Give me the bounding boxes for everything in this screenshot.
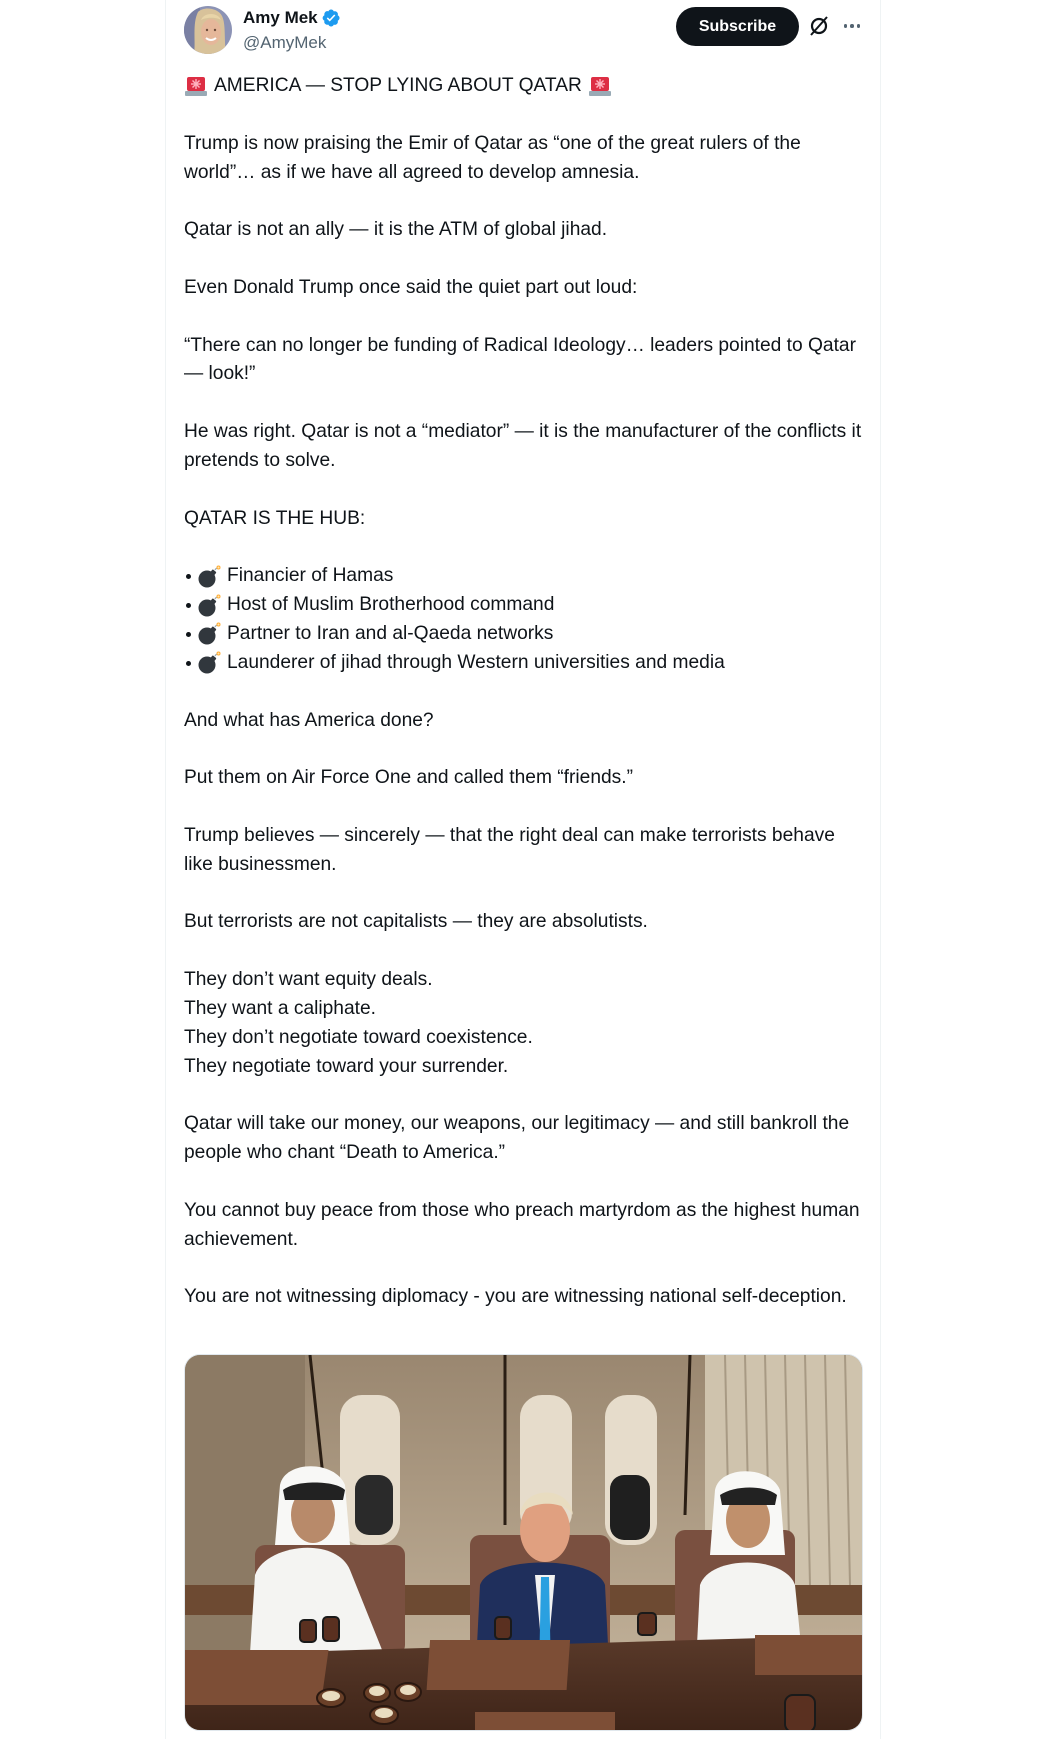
post-text-line: But terrorists are not capitalists — they are absolutists. — [184, 911, 648, 933]
bomb-icon — [197, 622, 221, 646]
hub-list-item-text: Host of Muslim Brotherhood command — [227, 594, 555, 616]
avatar-image — [184, 6, 232, 54]
police-light-icon — [184, 74, 208, 98]
bomb-icon — [197, 594, 221, 618]
post-text-line: They negotiate toward your surrender. — [184, 1055, 509, 1077]
post-paragraph — [184, 332, 864, 390]
post-paragraph — [184, 1110, 864, 1168]
grok-icon[interactable] — [807, 14, 831, 38]
hub-list-item — [184, 620, 864, 649]
post-body — [184, 72, 864, 1341]
post-paragraph — [184, 130, 864, 188]
post-text-line: Trump is now praising the Emir of Qatar as “one of the great rulers of the world”… as if we have all agreed to develop amnesia. — [184, 132, 801, 183]
avatar[interactable] — [184, 6, 232, 54]
post-text-line: Qatar will take our money, our weapons, our legitimacy — and still bankroll the people who chant “Death to America.” — [184, 1113, 850, 1164]
hub-list-item — [184, 649, 864, 678]
post-paragraph — [184, 764, 864, 793]
post-title: AMERICA — STOP LYING ABOUT QATAR — [214, 75, 582, 96]
post-paragraph — [184, 505, 864, 534]
post-text-line: You cannot buy peace from those who preach martyrdom as the highest human achievement. — [184, 1199, 860, 1250]
post-media-video[interactable] — [184, 1354, 863, 1731]
post-text-line: He was right. Qatar is not a “mediator” — it is the manufacturer of the conflicts it pretends to solve. — [184, 421, 862, 471]
hub-list-item-text: Financier of Hamas — [227, 565, 394, 587]
verified-badge-icon[interactable] — [321, 8, 341, 28]
bullet-dot — [186, 632, 191, 637]
bullet-dot — [186, 574, 191, 579]
post-text-line: “There can no longer be funding of Radical Ideology… leaders pointed to Qatar — look!” — [184, 334, 856, 385]
police-light-icon — [588, 74, 612, 98]
author-handle[interactable]: @AmyMek — [243, 33, 327, 52]
bomb-icon — [197, 565, 221, 589]
post-paragraph — [184, 966, 864, 1081]
post-text-line: Even Donald Trump once said the quiet part out loud: — [184, 276, 638, 298]
bullet-dot — [186, 603, 191, 608]
hub-list-item-text: Partner to Iran and al-Qaeda networks — [227, 623, 554, 645]
post-text-line: You are not witnessing diplomacy - you are witnessing national self-deception. — [184, 1286, 847, 1308]
hub-list-item-text: Launderer of jihad through Western universities and media — [227, 651, 725, 673]
post-paragraph — [184, 1283, 864, 1312]
author-name-row[interactable] — [243, 8, 341, 28]
post-paragraph — [184, 707, 864, 736]
more-dot — [850, 24, 854, 28]
bullet-dot — [186, 661, 191, 666]
post-text-line: Trump believes — sincerely — that the right deal can make terrorists behave like businessmen. — [184, 824, 835, 875]
post-paragraph — [184, 274, 864, 303]
more-dot — [844, 24, 848, 28]
post-paragraph — [184, 216, 864, 245]
post-paragraph — [184, 822, 864, 880]
post-paragraph — [184, 418, 864, 476]
post-paragraph — [184, 908, 864, 937]
paragraphs-before-list — [184, 130, 864, 534]
hub-list — [184, 562, 864, 677]
hub-list-item — [184, 562, 864, 591]
more-dot — [857, 24, 861, 28]
hub-list-item — [184, 591, 864, 620]
subscribe-button[interactable]: Subscribe — [676, 7, 799, 46]
post-text-line: They don’t want equity deals. — [184, 969, 433, 991]
post-paragraph — [184, 1197, 864, 1255]
post-text-line: They don’t negotiate toward coexistence. — [184, 1026, 533, 1048]
post-text-line: QATAR IS THE HUB: — [184, 507, 366, 529]
paragraphs-after-list — [184, 707, 864, 1313]
post-text-line: They want a caliphate. — [184, 998, 376, 1019]
post-text-line: Qatar is not an ally — it is the ATM of global jihad. — [184, 219, 608, 241]
post-text-line: Put them on Air Force One and called them “friends.” — [184, 767, 633, 789]
media-thumbnail-image — [185, 1355, 863, 1731]
post-title-line — [184, 72, 864, 101]
bomb-icon — [197, 651, 221, 675]
post-text-line: And what has America done? — [184, 709, 434, 731]
more-options-icon[interactable] — [840, 14, 864, 38]
author-name[interactable]: Amy Mek — [243, 8, 318, 27]
